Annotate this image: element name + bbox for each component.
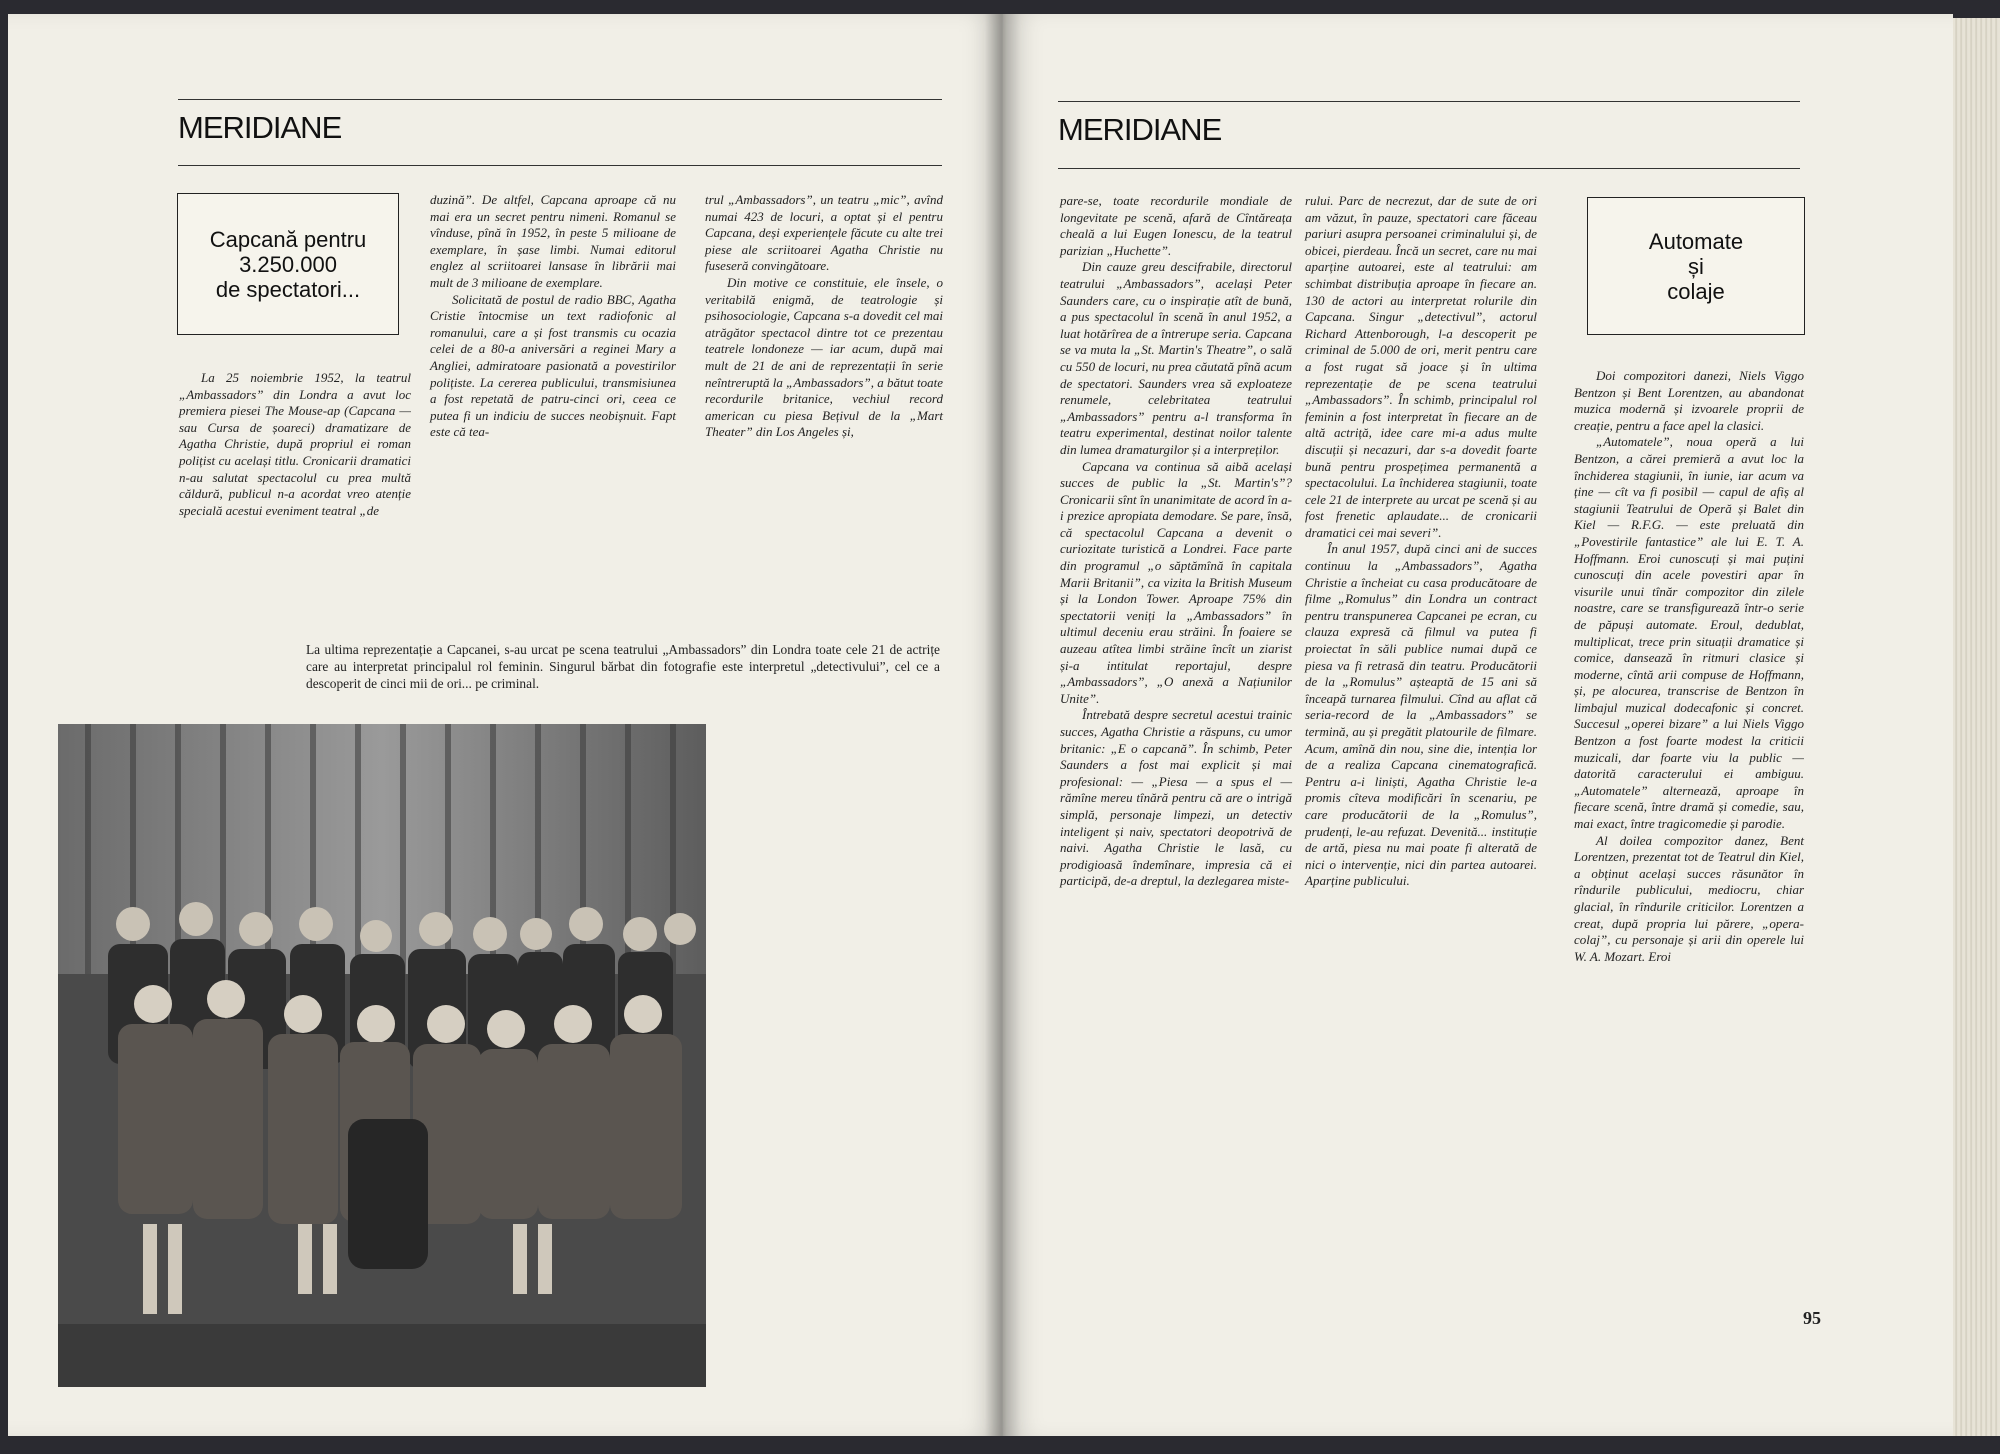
paragraph: În anul 1957, după cinci ani de succes continuu la „Ambassadors”, Agatha Christie a încheiat cu casa producătoare de filme „Romulus” din Londra un contract pentru transpunerea Capcanei pe ecran, cu clauza expresă că filmul va putea fi proiectat în săli publice numai după ce piesa va fi retrasă din teatru. Producătorii de la „Romulus” așteaptă de 15 ani să înceapă turnarea filmului. Cînd au aflat că seria-record de la „Ambassadors” se termină, au și pregătit platourile de filmare. Acum, amînă din nou, sine die, intenția lor de a realiza Capcana cinematografică. Pentru a-i liniști, Agatha Christie le-a promis cîteva modificări în scenariu, pe care producătorii de la „Romulus”, prudenți, le-au refuzat. Devenită... instituție de artă, piesa nu mai poate fi alterată de nici o intervenție, nici din partea autoarei. Aparține publicului. xyxy=(1305,541,1537,889)
article-column-2 xyxy=(430,192,676,441)
article-column-2 xyxy=(1305,193,1537,890)
article-column-1 xyxy=(179,370,411,519)
paragraph: Din cauze greu descifrabile, directorul teatrului „Ambassadors”, același Peter Saunders care, cu o inspirație atît de bună, a pus spectacolul în scenă în anul 1952, a luat hotărîrea de a întrerupe seria. Capcana se va muta la „St. Martin's Theatre”, o sală cu 550 de locuri, nu prea căutată pînă acum de spectatori. Saunders vrea să exploateze renumele, celebritatea teatrului „Ambassadors” pentru a-l transforma în teatru experimental, destinat noilor talente din lumea dramaturgilor și a interpreților. xyxy=(1060,259,1292,457)
article-title: Automate și colaje xyxy=(1648,228,1744,304)
section-title: MERIDIANE xyxy=(178,110,342,145)
paragraph: Doi compozitori danezi, Niels Viggo Bentzon și Bent Lorentzen, au abandonat muzica modernă și izvoarele proprii de creație, pentru a face apel la clasici. xyxy=(1574,368,1804,433)
article-title-box xyxy=(177,193,399,335)
header-rule-bottom xyxy=(1058,168,1800,169)
paragraph: rului. Parc de necrezut, dar de sute de ori am văzut, în pauze, spectatori care făceau pariuri asupra persoanei criminalului și, de obicei, pierdeau. Încă un secret, care nu mai aparține autoarei, este al teatrului: am schimbat distribuția aproape în fiecare an. 130 de actori au interpretat rolurile din Capcana. Singur „detectivul”, actorul Richard Attenborough, l-a descoperit pe criminal de 5.000 de ori, merit pentru care a fost rugat să joace și în ultima reprezentație de pe scena teatrului „Ambassadors”. În schimb, principalul rol feminin a fost interpretat în fiecare an de altă actriță, idee care mi-a adus multe discuții și necazuri, dar s-a dovedit foarte bună pentru prospețimea permanentă a spectacolului. La închiderea stagiunii, toate cele 21 de interprete au urcat pe scenă și au fost frenetic aplaudate... de cronicarii dramatici cei mai severi”. xyxy=(1305,193,1537,540)
article-title: Capcană pentru 3.250.000 de spectatori... xyxy=(209,226,367,302)
article-title-box xyxy=(1587,197,1805,335)
paragraph: La 25 noiembrie 1952, la teatrul „Ambassadors” din Londra a avut loc premiera piesei The Mouse-ap (Capcana — sau Cursa de șoareci) dramatizare de Agatha Christie, după propriul ei roman polițist cu același titlu. Cronicarii dramatici n-au salutat spectacolul cu prea multă căldură, publicul n-a acordat vreo atenție specială acestui eveniment teatral „de xyxy=(179,370,411,518)
paragraph: duzină”. De altfel, Capcana aproape că nu mai era un secret pentru nimeni. Romanul se vînduse, pînă în 1952, în peste 5 milioane de exemplare, în șase limbi. Numai editorul englez al scriitoarei lansase în librării mai mult de 3 milioane de exemplare. xyxy=(430,192,676,290)
paragraph: trul „Ambassadors”, un teatru „mic”, avînd numai 423 de locuri, a optat și el pentru Capcana, deși experiențele făcute cu alte trei piese ale scriitoarei Agatha Christie nu fuseseră convingătoare. xyxy=(705,192,943,274)
header-rule-top xyxy=(178,99,942,100)
paragraph: Capcana va continua să aibă același succes de public la „St. Martin's”? Cronicarii sînt în unanimitate de acord în a-i prezice apropiata demodare. Se pare, însă, că spectacolul Capcana a devenit o curiozitate turistică a Londrei. Face parte din programul „o săptămînă în capitala Marii Britanii”, ca vizita la British Museum și la London Tower. Aproape 75% din spectatorii veniți la „Ambassadors” în ultimul deceniu erau străini. În foaiere se auzeau atîtea limbi străine încît un ziarist și-a intitulat reportajul, despre „Ambassadors”, „O anexă a Națiunilor Unite”. xyxy=(1060,458,1292,706)
section-title: MERIDIANE xyxy=(1058,112,1222,147)
paragraph: Întrebată despre secretul acestui trainic succes, Agatha Christie a răspuns, cu umor britanic: „E o capcană”. În schimb, Peter Saunders a fost mai explicit și mai profesional: — „Piesa — a spus el — rămîne mereu tînără pentru că are o intrigă simplă, personaje limpezi, un detectiv inteligent și naiv, spectatori deopotrivă de naivi. Agatha Christie le lasă, cu prodigioasă îndemînare, impresia că ei participă, de-a dreptul, la dezlegarea miste- xyxy=(1060,707,1292,889)
paragraph: pare-se, toate recordurile mondiale de longevitate pe scenă, afară de Cîntăreața cheală a lui Eugen Ionescu, de la teatrul parizian „Huchette”. xyxy=(1060,193,1292,258)
article-column-1 xyxy=(1060,193,1292,890)
article-column-3 xyxy=(1574,368,1804,965)
paragraph: Solicitată de postul de radio BBC, Agatha Cristie întocmise un text radiofonic al romanului, care a și fost transmis cu ocazia celei de a 80-a aniversări a reginei Mary a Angliei, admiratoare pasionată a povestirilor polițiste. La cererea publicului, transmisiunea a fost repetată de patru-cinci ori, ceea ce putea fi un indiciu de succes neobișnuit. Fapt este că tea- xyxy=(430,291,676,440)
cast-photograph xyxy=(58,724,706,1387)
photo-caption: La ultima reprezentație a Capcanei, s-au urcat pe scena teatrului „Ambassadors” din Londra toate cele 21 de actrițe care au interpretat principalul rol feminin. Singurul bărbat din fotografie este interpretul „detectivului”, cel ce a descoperit de cinci mii de ori... pe criminal. xyxy=(306,642,940,691)
page-number: 95 xyxy=(1803,1308,1821,1328)
photo-illustration xyxy=(58,724,706,1387)
article-column-3 xyxy=(705,192,943,441)
paragraph: „Automatele”, noua operă a lui Bentzon, a cărei premieră a avut loc la închiderea stagiunii, în iunie, iar acum va ține — cît va fi posibil — capul de afiș al stagiunii Teatrului de Operă și Balet din Kiel — R.F.G. — este preluată din „Povestirile fantastice” ale lui E. T. A. Hoffmann. Eroi cunoscuți și mai puțini cunoscuți din acele povestiri apar în visurile unui tînăr compozitor din zilele noastre, care se transfigurează într-o serie de păpuși automate. Eroul, dedublat, multiplicat, trece prin situații dramatice și comice, dansează în ritmuri clasice și moderne, cîntă arii compuse de Hoffmann, și, pe alocurea, transcrise de Bentzon în limbajul muzical dodecafonic și concret. Succesul „operei bizare” a lui Niels Viggo Bentzon a fost foarte modest la criticii muzicali, dar foarte viu la public — datorită caracterului ei ambiguu. „Automatele” alternează, aproape în fiecare scenă, între dramă și comedie, sau, mai exact, între tragicomedie și parodie. xyxy=(1574,434,1804,832)
book-gutter xyxy=(985,14,1021,1436)
header-rule-bottom xyxy=(178,165,942,166)
paragraph: Al doilea compozitor danez, Bent Lorentzen, prezentat tot de Teatrul din Kiel, a obținut același succes răsunător în rîndurile publicului, mediocru, chiar glacial, în rîndurile criticilor. Lorentzen a creat, după propria lui părere, „opera-colaj”, cu personaje și arii din operele lui W. A. Mozart. Eroi xyxy=(1574,832,1804,964)
page-edges xyxy=(1953,18,2000,1436)
header-rule-top xyxy=(1058,101,1800,102)
paragraph: Din motive ce constituie, ele însele, o veritabilă enigmă, de teatrologie și psihosociologie, Capcana s-a dovedit cel mai atrăgător spectacol dintre tot ce prezentau teatrele londoneze — iar acum, după mai mult de 21 de ani de reprezentații în serie neîntreruptă la „Ambassadors”, a bătut toate recordurile britanice, vechiul record american cu piesa Bețivul de la „Mart Theater” din Los Angeles și, xyxy=(705,274,943,440)
